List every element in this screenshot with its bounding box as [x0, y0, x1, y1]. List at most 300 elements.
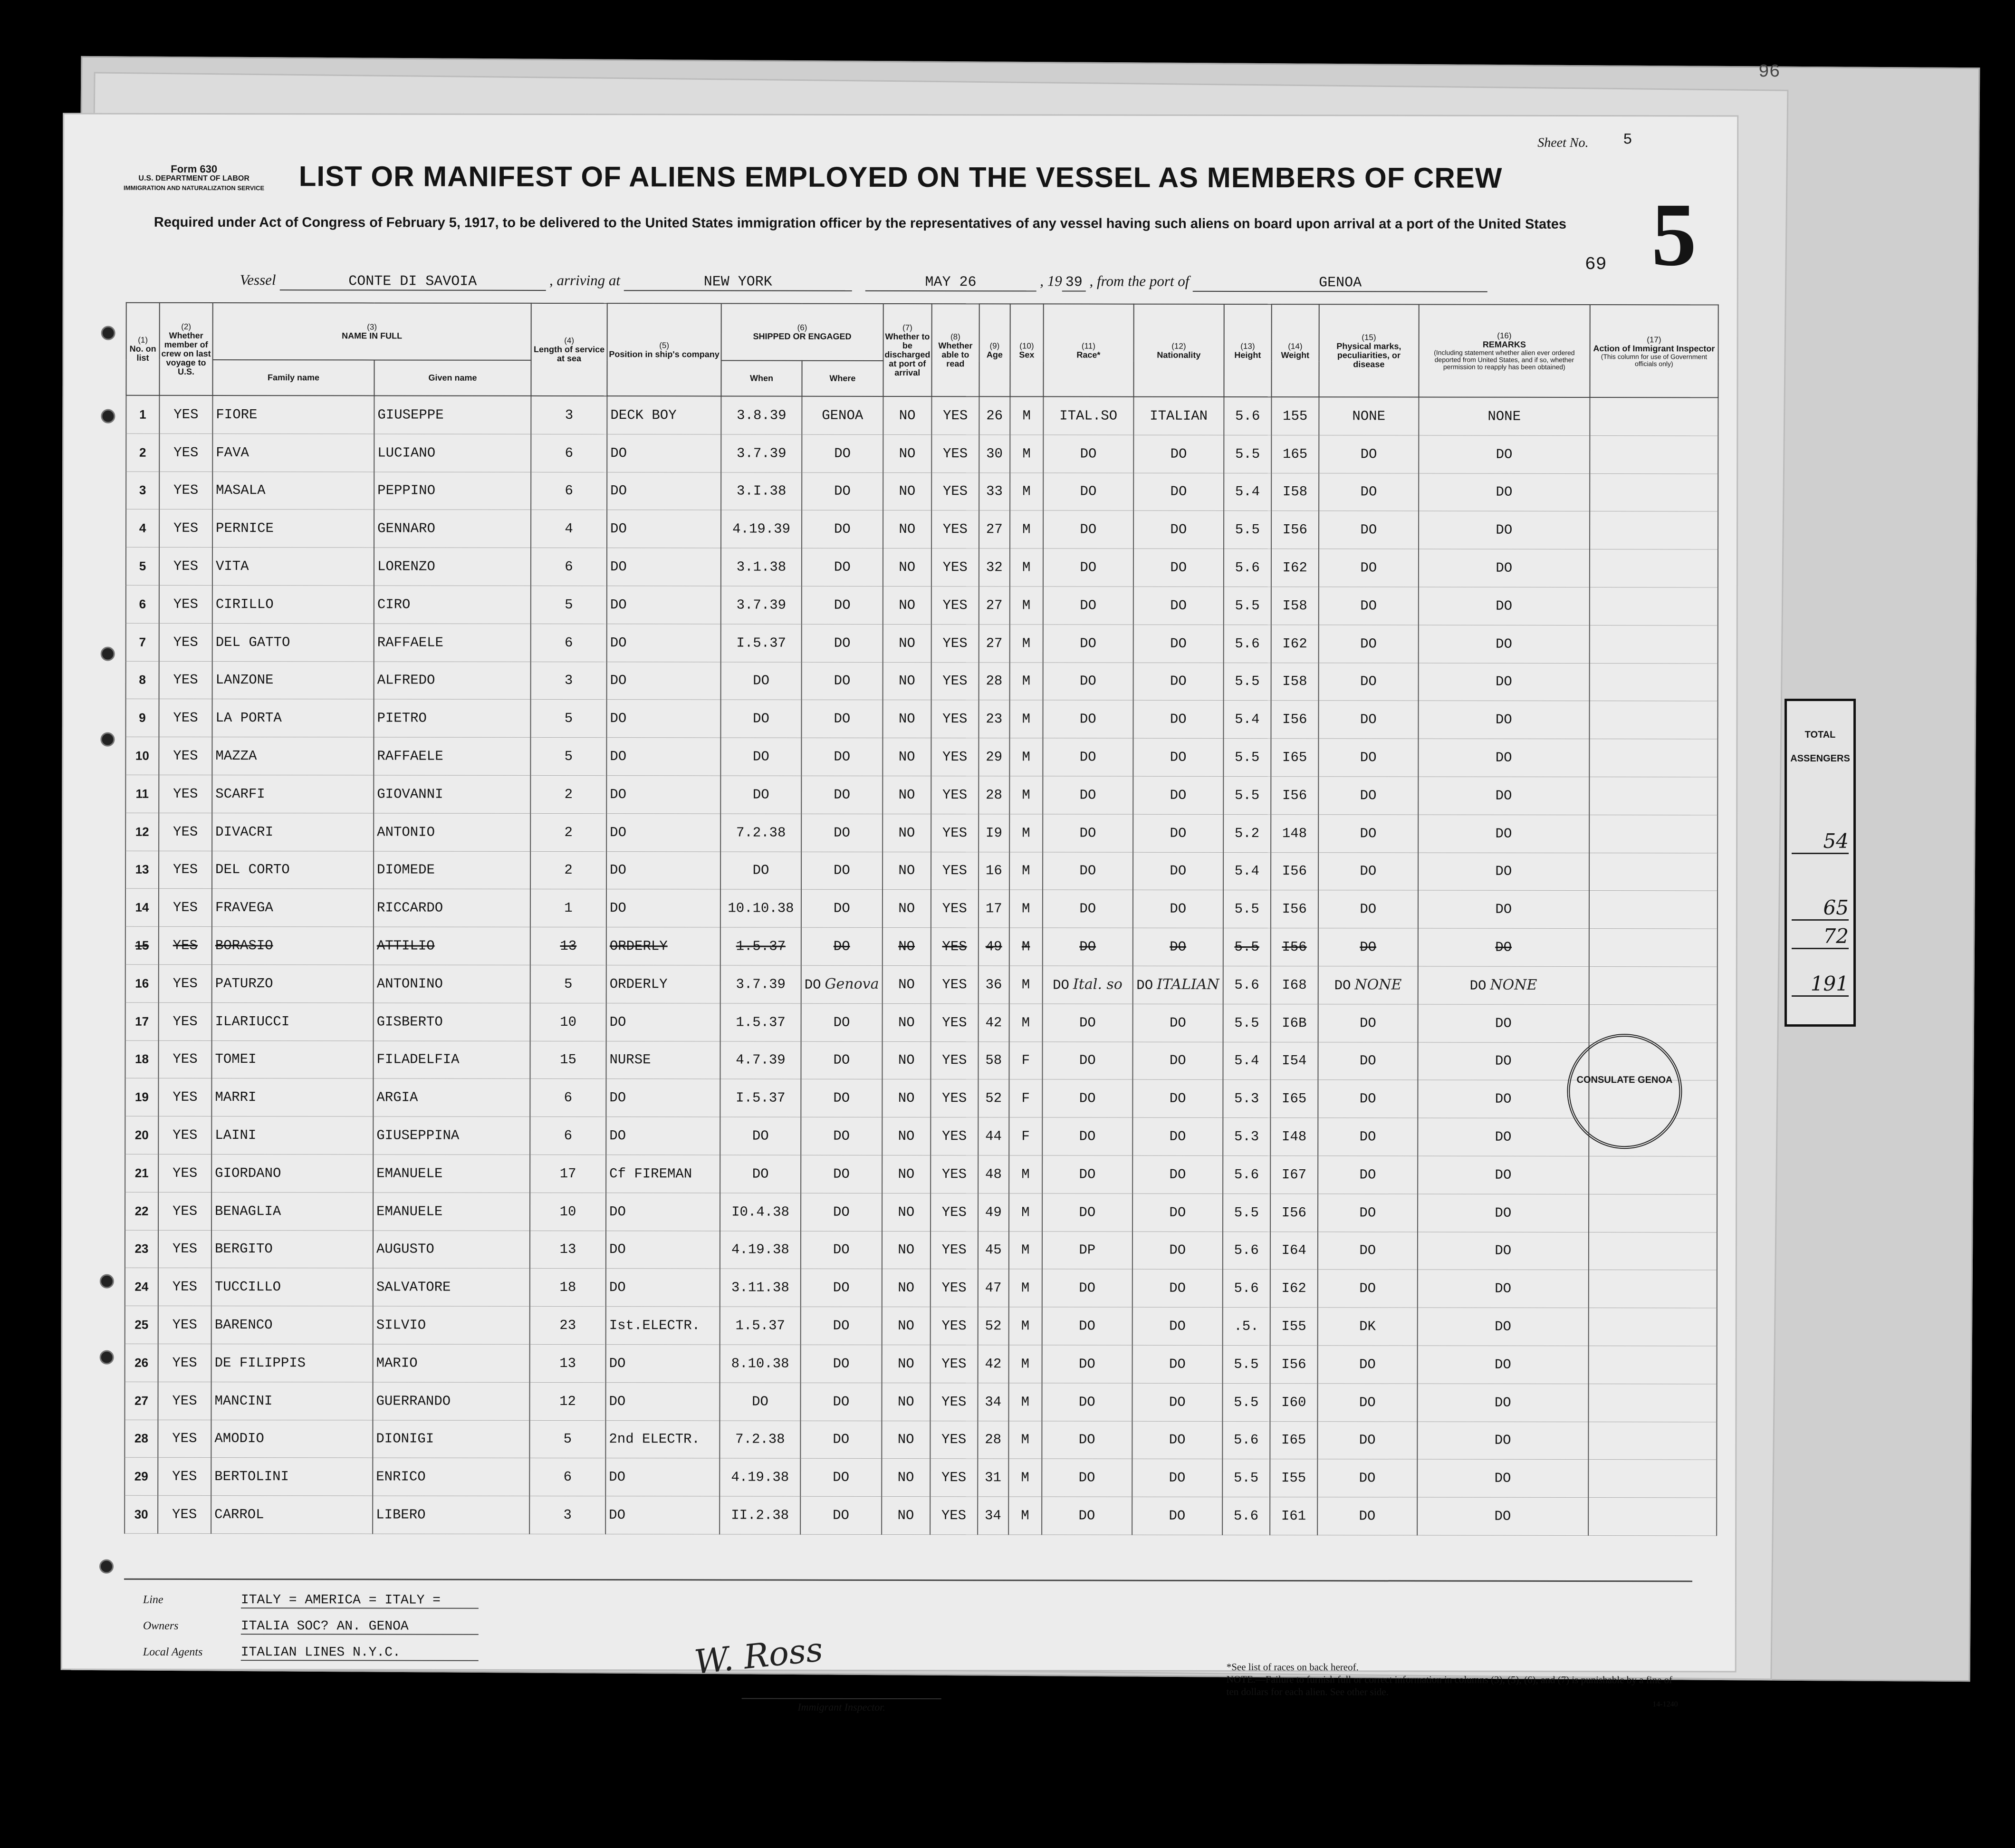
physical-marks: DO — [1359, 1242, 1376, 1259]
remarks: DO — [1469, 978, 1487, 994]
row-number-cell — [126, 395, 159, 433]
race: DO — [1079, 1090, 1096, 1107]
service-length-cell — [530, 700, 606, 738]
family-name: CIRILLO — [215, 596, 274, 613]
table-row — [125, 1192, 1717, 1232]
remarks-cell — [1418, 1080, 1589, 1118]
shipped-where-cell — [801, 738, 883, 776]
table-row — [125, 1458, 1717, 1498]
race-cell — [1043, 928, 1133, 966]
sex: M — [1021, 1470, 1029, 1486]
row-number: 1 — [139, 407, 146, 422]
able-to-read: YES — [943, 408, 968, 424]
departure-port: GENOA — [1193, 275, 1487, 292]
nationality-cell — [1133, 397, 1224, 435]
row-number: 17 — [135, 1014, 149, 1029]
discharged: NO — [898, 1052, 915, 1068]
sex-cell — [1008, 1421, 1042, 1459]
discharged: NO — [899, 407, 916, 424]
remarks: DO — [1495, 1053, 1512, 1069]
family-name: VITA — [215, 558, 249, 575]
manifest-sheet — [61, 113, 1739, 1713]
margin-number: 96 — [1758, 62, 1780, 82]
vessel-label: Vessel — [240, 271, 276, 289]
shipped-when-cell — [721, 624, 802, 662]
position-cell — [606, 1079, 720, 1117]
physical-marks-cell — [1318, 1080, 1418, 1118]
age-cell — [978, 1193, 1009, 1231]
shipped-where-cell — [801, 1345, 882, 1383]
shipped-where-cell — [801, 927, 883, 965]
weight: I56 — [1282, 939, 1307, 955]
given-name-cell — [373, 1306, 530, 1344]
discharged-cell — [882, 965, 931, 1003]
page-subtitle: Required under Act of Congress of February 5, 1917, to be delivered to the United States immigration officer by the representatives of any vessel having such aliens on board upon arrival at a port of the United States — [154, 214, 1567, 232]
height: 5.5 — [1235, 750, 1260, 766]
height: 5.5 — [1235, 446, 1260, 462]
race: DO — [1078, 1356, 1095, 1372]
race-cell — [1043, 890, 1133, 928]
able-to-read: YES — [941, 1508, 967, 1524]
shipped-where-annotation: Genova — [825, 976, 879, 993]
position: DO — [610, 749, 627, 765]
height: 5.5 — [1235, 674, 1260, 690]
shipped-where: DO — [833, 901, 850, 917]
position: DO — [609, 1355, 626, 1372]
sex: M — [1021, 977, 1030, 993]
remarks: DO — [1495, 674, 1512, 690]
agents-row — [143, 1645, 479, 1661]
row-number: 27 — [134, 1393, 148, 1408]
height-cell — [1223, 1080, 1270, 1118]
given-name-cell — [374, 472, 531, 510]
table-row — [125, 1116, 1717, 1156]
able-to-read-cell — [931, 1117, 978, 1155]
punch-hole — [100, 1274, 114, 1289]
nationality-cell — [1133, 776, 1223, 814]
discharged-cell — [882, 1117, 931, 1155]
shipped-when-cell — [720, 776, 801, 814]
shipped-where: DO — [833, 1318, 850, 1334]
family-name-cell — [212, 548, 374, 586]
col-previous-voyage-header: (2) Whether member of crew on last voyage to U.S. — [159, 303, 212, 395]
sex-cell — [1009, 1155, 1042, 1194]
remarks: DO — [1495, 1129, 1512, 1145]
given-name-cell — [374, 1003, 530, 1041]
table-row — [125, 851, 1718, 891]
remarks: DO — [1495, 1243, 1512, 1259]
nationality: DO — [1169, 1394, 1186, 1410]
discharged: NO — [899, 483, 916, 500]
weight: I58 — [1282, 484, 1308, 500]
col-marks-header: (15) Physical marks, peculiarities, or disease — [1319, 304, 1419, 397]
inspector-action-cell — [1589, 1232, 1717, 1270]
height: 5.6 — [1235, 635, 1260, 652]
remarks-cell — [1418, 890, 1589, 928]
stamp-number: 69 — [1584, 254, 1607, 275]
age-cell — [979, 738, 1009, 776]
discharged-cell — [882, 1041, 931, 1079]
previous-voyage-cell — [158, 1268, 211, 1306]
shipped-when: 4.19.38 — [731, 1242, 789, 1258]
discharged: NO — [898, 1318, 914, 1334]
family-name: LANZONE — [215, 672, 274, 688]
service-length-cell — [531, 662, 607, 700]
position: DO — [610, 862, 626, 878]
shipped-when-cell — [720, 1269, 801, 1307]
height: 5.6 — [1235, 560, 1260, 576]
race: DO — [1079, 1204, 1096, 1221]
height: 5.4 — [1235, 484, 1260, 500]
discharged-cell — [883, 396, 931, 434]
inspector-action-cell — [1589, 1156, 1717, 1194]
previous-voyage-cell — [158, 1116, 211, 1154]
shipped-where: DO — [833, 1014, 850, 1030]
sex-cell — [1010, 472, 1043, 510]
age-cell — [978, 1231, 1009, 1269]
able-to-read: YES — [941, 1204, 967, 1220]
shipped-when-cell — [720, 1003, 801, 1041]
position: DO — [609, 1242, 626, 1258]
row-number-cell — [126, 585, 159, 623]
discharged: NO — [899, 635, 915, 651]
remarks-cell — [1417, 1422, 1588, 1460]
able-to-read: YES — [942, 635, 968, 651]
nationality-cell — [1133, 890, 1223, 928]
arriving-label: , arriving at — [549, 271, 621, 289]
physical-marks-cell — [1318, 966, 1418, 1004]
family-name: CARROL — [214, 1506, 264, 1523]
nationality-cell — [1132, 1345, 1222, 1383]
family-name: MARRI — [215, 1089, 257, 1106]
family-name: MANCINI — [214, 1393, 273, 1409]
given-name-cell — [374, 965, 530, 1003]
position: DO — [610, 559, 627, 575]
race: DO — [1080, 446, 1097, 462]
position: DO — [610, 635, 627, 651]
physical-marks-annotation: NONE — [1354, 976, 1402, 993]
discharged-cell — [882, 1155, 931, 1193]
height: 5.6 — [1234, 1280, 1259, 1297]
position: DO — [609, 1014, 626, 1030]
age: 42 — [985, 1356, 1002, 1372]
age: 45 — [985, 1242, 1002, 1258]
previous-voyage: YES — [173, 786, 198, 802]
col-no-header: (1) No. on list — [126, 303, 159, 395]
sex-cell — [1009, 1194, 1042, 1232]
discharged-cell — [882, 1307, 930, 1345]
family-name-cell — [212, 699, 374, 737]
discharged: NO — [898, 1204, 915, 1220]
service-length: 3 — [563, 1507, 572, 1523]
given-name: EMANUELE — [376, 1165, 443, 1182]
shipped-when-cell — [720, 927, 801, 965]
table-row — [125, 737, 1718, 777]
discharged: NO — [898, 976, 915, 992]
family-name: TOMEI — [215, 1051, 257, 1068]
weight: 155 — [1283, 408, 1308, 424]
weight-cell — [1270, 1308, 1317, 1346]
sex-cell — [1010, 587, 1043, 625]
service-length: 6 — [565, 559, 573, 575]
row-number-cell — [125, 1192, 158, 1230]
punch-hole — [101, 409, 115, 424]
footer-note — [1227, 1661, 1678, 1711]
family-name-cell — [212, 433, 374, 472]
physical-marks-cell — [1318, 777, 1418, 815]
race: DO — [1080, 559, 1097, 576]
nationality-cell — [1132, 1155, 1223, 1194]
nationality: DO — [1170, 446, 1187, 462]
previous-voyage: YES — [172, 1431, 197, 1447]
able-to-read: YES — [942, 445, 968, 462]
total-value-3: 72 — [1792, 924, 1849, 949]
age-cell — [979, 776, 1009, 814]
position-cell — [606, 965, 720, 1003]
inspector-action-cell — [1588, 1308, 1717, 1346]
race-annotation: Ital. so — [1073, 976, 1123, 993]
previous-voyage: YES — [173, 520, 199, 537]
weight-cell — [1270, 1080, 1318, 1118]
physical-marks-cell — [1317, 1459, 1417, 1497]
remarks: DO — [1495, 1167, 1512, 1183]
discharged: NO — [898, 1014, 915, 1030]
table-row — [125, 1382, 1717, 1422]
row-number-cell — [125, 1078, 158, 1116]
weight-cell — [1271, 587, 1319, 625]
family-name-cell — [212, 889, 374, 927]
nationality: ITALIAN — [1150, 408, 1208, 424]
service-length-cell — [530, 813, 606, 851]
age: 33 — [986, 483, 1003, 500]
able-to-read: YES — [942, 1090, 967, 1107]
height: 5.5 — [1235, 522, 1260, 538]
weight: I67 — [1281, 1166, 1307, 1183]
height: 5.5 — [1234, 1394, 1259, 1410]
previous-voyage: YES — [173, 406, 199, 423]
shipped-when-cell — [720, 1307, 801, 1345]
able-to-read-cell — [930, 1307, 978, 1345]
able-to-read: YES — [941, 1470, 967, 1486]
remarks-cell — [1418, 1194, 1589, 1232]
age-cell — [978, 1383, 1008, 1421]
physical-marks: DO — [1359, 1129, 1376, 1145]
given-name: GENNARO — [377, 520, 435, 537]
remarks-cell — [1419, 511, 1590, 549]
row-number: 12 — [135, 824, 149, 839]
service-length-cell — [530, 1003, 606, 1041]
remarks-cell — [1417, 1384, 1588, 1422]
remarks: DO — [1495, 1319, 1511, 1335]
remarks: DO — [1495, 902, 1512, 918]
age: 44 — [985, 1128, 1002, 1145]
age-cell — [979, 814, 1009, 852]
remarks-cell — [1419, 587, 1590, 625]
shipped-where-cell — [801, 700, 883, 738]
shipped-where: DO — [834, 483, 851, 500]
remarks-cell — [1418, 853, 1589, 891]
given-name: DIOMEDE — [377, 862, 435, 878]
able-to-read-cell — [930, 1345, 978, 1383]
physical-marks: DO — [1359, 1394, 1376, 1411]
sex: M — [1022, 673, 1031, 689]
able-to-read-cell — [931, 1155, 978, 1194]
large-sheet-number: 5 — [1651, 185, 1697, 285]
remarks-cell — [1418, 1004, 1589, 1042]
discharged-cell — [882, 1421, 930, 1459]
remarks: DO — [1496, 636, 1512, 652]
physical-marks: DO — [1359, 1015, 1376, 1031]
service-length-cell — [531, 472, 607, 510]
shipped-where-cell — [802, 510, 883, 549]
shipped-where: DO — [833, 1242, 850, 1258]
shipped-where: DO — [833, 1470, 850, 1486]
discharged: NO — [899, 521, 916, 538]
remarks-cell — [1418, 1156, 1589, 1194]
able-to-read-cell — [930, 1383, 978, 1421]
position-cell — [607, 548, 721, 586]
previous-voyage: YES — [173, 1127, 198, 1143]
race: DO — [1079, 1128, 1096, 1145]
position-cell — [605, 1382, 720, 1420]
previous-voyage: YES — [172, 1241, 198, 1257]
physical-marks-cell — [1318, 625, 1418, 663]
position-cell — [606, 927, 720, 965]
sex-cell — [1009, 1231, 1042, 1269]
age-cell — [979, 396, 1010, 434]
table-row — [126, 623, 1718, 663]
nationality-cell — [1132, 1459, 1222, 1497]
sex-cell — [1008, 1383, 1042, 1421]
given-name: LUCIANO — [377, 445, 436, 461]
discharged-cell — [883, 472, 931, 510]
previous-voyage: YES — [172, 1317, 197, 1333]
shipped-where-cell — [802, 396, 883, 435]
physical-marks-cell — [1319, 435, 1419, 473]
shipped-when-cell — [721, 434, 802, 472]
service-length: 1 — [564, 900, 573, 916]
nationality-cell — [1133, 701, 1223, 739]
able-to-read-cell — [931, 396, 979, 434]
height-cell — [1223, 663, 1271, 701]
height-cell — [1223, 928, 1271, 966]
discharged-cell — [883, 586, 931, 624]
remarks: DO — [1495, 712, 1512, 728]
discharged-cell — [882, 1231, 931, 1269]
physical-marks: DO — [1360, 674, 1377, 690]
row-number: 9 — [139, 711, 146, 725]
able-to-read-cell — [931, 1079, 978, 1117]
height: 5.4 — [1234, 863, 1259, 879]
service-length: 5 — [563, 1431, 572, 1447]
family-name-cell — [211, 1306, 373, 1344]
totals-label: TOTAL — [1804, 730, 1836, 740]
weight: 165 — [1282, 446, 1308, 462]
height: 5.5 — [1234, 1015, 1259, 1031]
physical-marks: DO — [1359, 1053, 1376, 1069]
family-name-cell — [212, 1002, 374, 1040]
col-position-header: (5) Position in ship's company — [607, 303, 721, 396]
row-number-cell — [126, 472, 159, 510]
sex-cell — [1009, 1079, 1042, 1117]
given-name: AUGUSTO — [376, 1241, 434, 1258]
shipped-when-cell — [720, 1155, 801, 1193]
race: DO — [1079, 1015, 1096, 1031]
service-length-cell — [530, 889, 606, 927]
height: 5.4 — [1234, 1053, 1259, 1069]
shipped-when: DO — [752, 749, 769, 765]
sex: M — [1022, 559, 1031, 576]
discharged: NO — [898, 939, 915, 955]
inspector-action-cell — [1589, 853, 1718, 891]
discharged-cell — [883, 852, 931, 890]
given-name-cell — [373, 1041, 530, 1079]
weight: I65 — [1282, 1091, 1307, 1107]
discharged-cell — [883, 776, 931, 814]
weight-cell — [1270, 1042, 1318, 1080]
remarks-cell — [1418, 739, 1589, 777]
service-length: 2 — [564, 786, 573, 802]
table-row — [125, 1002, 1718, 1042]
shipped-where: DO — [833, 1507, 849, 1523]
crew-table — [124, 302, 1718, 1536]
age: 28 — [986, 787, 1002, 803]
nationality-cell — [1132, 1042, 1223, 1080]
service-length-cell — [530, 1269, 606, 1307]
nationality: DO — [1169, 1508, 1186, 1524]
footer-divider — [124, 1578, 1692, 1582]
height-cell — [1223, 739, 1271, 777]
row-number-cell — [126, 661, 159, 699]
service-length-cell — [529, 1496, 605, 1534]
table-row — [125, 1420, 1717, 1460]
seal-text: CONSULATE GENOA — [1576, 1074, 1673, 1086]
nationality-cell — [1133, 928, 1223, 966]
able-to-read-cell — [931, 1231, 978, 1269]
given-name-cell — [374, 624, 531, 662]
sex: M — [1022, 408, 1031, 424]
given-name: GIUSEPPE — [377, 407, 444, 423]
physical-marks-cell — [1317, 1497, 1417, 1535]
physical-marks-cell — [1319, 397, 1419, 435]
weight-cell — [1270, 1459, 1317, 1497]
crew-rows — [125, 395, 1718, 1536]
table-row — [125, 1344, 1717, 1384]
nationality-cell — [1132, 1080, 1223, 1118]
previous-voyage: YES — [173, 482, 199, 499]
position: ORDERLY — [609, 976, 668, 992]
given-name-cell — [373, 1344, 530, 1382]
family-name: DEL GATTO — [215, 634, 290, 650]
weight-cell — [1270, 966, 1318, 1004]
height: 5.6 — [1233, 1508, 1259, 1524]
service-length-cell — [530, 1041, 606, 1079]
able-to-read: YES — [941, 1280, 967, 1296]
discharged: NO — [898, 787, 915, 803]
sex: M — [1022, 901, 1030, 917]
race-cell — [1043, 662, 1133, 700]
shipped-when: 1.5.37 — [736, 1014, 786, 1030]
inspector-action-cell — [1589, 966, 1717, 1004]
inspector-label: Immigrant Inspector. — [742, 1698, 941, 1714]
service-length-cell — [530, 1344, 606, 1382]
shipped-when: I0.4.38 — [731, 1204, 789, 1220]
family-name-cell — [212, 585, 374, 623]
previous-voyage: YES — [172, 1506, 197, 1522]
race: DO — [1080, 635, 1096, 652]
inspector-action-cell — [1589, 1194, 1717, 1232]
given-name: CIRO — [377, 597, 411, 613]
